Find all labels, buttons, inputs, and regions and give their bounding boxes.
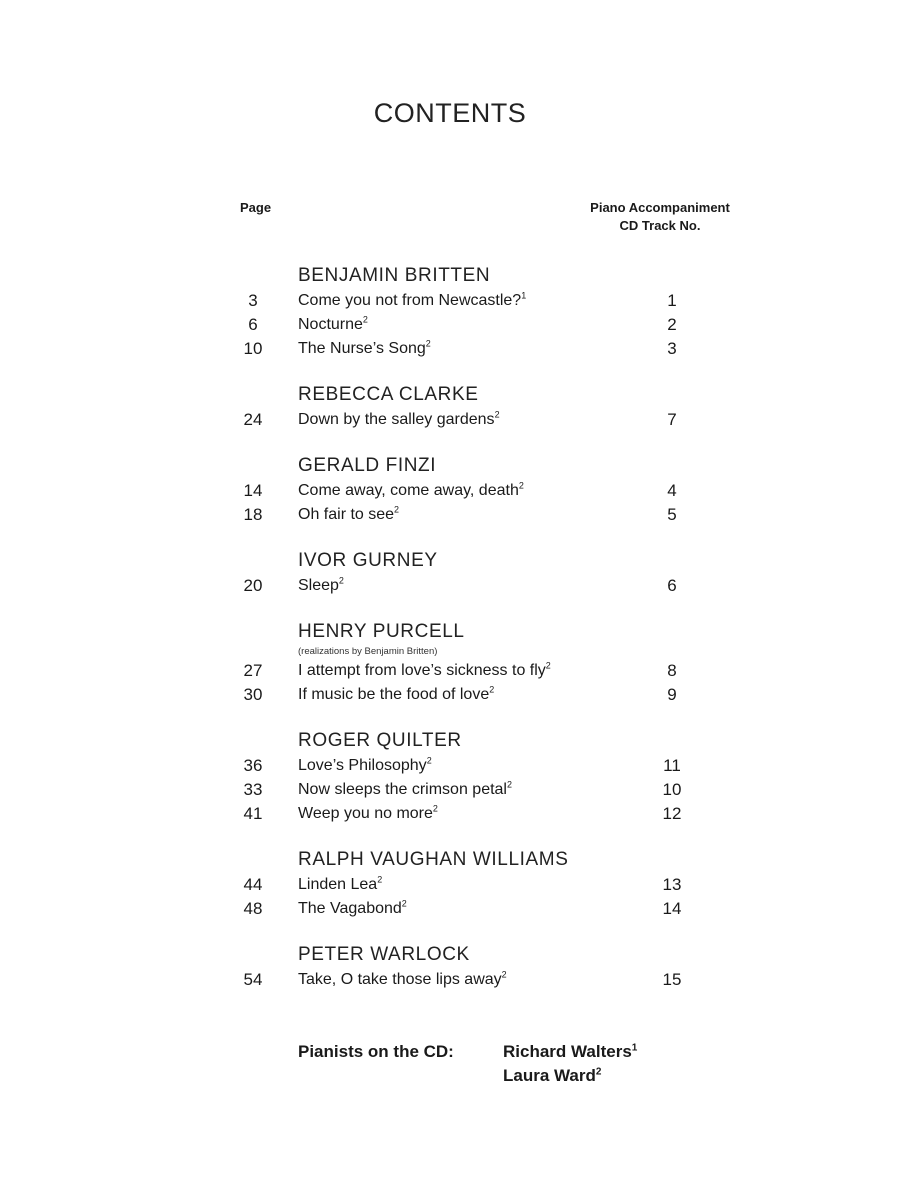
pianists-names: [503, 1040, 637, 1088]
track-header-line-1: Piano Accompaniment: [590, 200, 730, 215]
cd-track-number: 11: [663, 756, 681, 775]
song-title: [298, 503, 399, 527]
composer-name: GERALD FINZI: [298, 455, 437, 476]
track-column-header: [560, 199, 760, 235]
contents-entry: [0, 289, 900, 313]
contents-entry: [0, 503, 900, 527]
contents-entry: [0, 408, 900, 432]
contents-entry: [0, 574, 900, 598]
contents-entry: [0, 313, 900, 337]
song-title: [298, 802, 438, 826]
footnote-marker: 1: [631, 1042, 638, 1054]
song-title: [298, 754, 432, 778]
song-title: [298, 683, 494, 707]
composer-section: [0, 619, 900, 707]
song-title: [298, 337, 431, 361]
song-title-text: Now sleeps the crimson petal: [298, 781, 507, 798]
song-title-text: Weep you no more: [298, 805, 433, 822]
page-number: 6: [248, 315, 258, 334]
footnote-marker: 2: [394, 504, 400, 515]
composer-name: REBECCA CLARKE: [298, 384, 479, 405]
page-number: 48: [243, 899, 263, 918]
cd-track-number: 4: [667, 481, 677, 500]
composer-section: [0, 382, 900, 432]
cd-track-number: 7: [667, 410, 677, 429]
page-number: 10: [243, 339, 263, 358]
footnote-marker: 2: [432, 803, 438, 814]
page-number: 27: [243, 661, 263, 680]
song-title: [298, 289, 526, 313]
song-title-text: The Vagabond: [298, 900, 402, 917]
footnote-marker: 2: [489, 684, 495, 695]
track-header-line-2: CD Track No.: [619, 218, 701, 233]
song-title: [298, 968, 507, 992]
contents-entry: [0, 778, 900, 802]
song-title-text: Oh fair to see: [298, 506, 395, 523]
footnote-marker: 2: [595, 1066, 602, 1078]
composer-name: RALPH VAUGHAN WILLIAMS: [298, 849, 569, 870]
contents-entry: [0, 802, 900, 826]
song-title: [298, 479, 524, 503]
footnote-marker: 2: [426, 755, 432, 766]
footnote-marker: 2: [377, 874, 383, 885]
footnote-marker: 2: [425, 338, 431, 349]
cd-track-number: 13: [662, 875, 682, 894]
page-number: 33: [243, 780, 263, 799]
contents-entry: [0, 683, 900, 707]
page-number: 14: [243, 481, 263, 500]
contents-entry: [0, 968, 900, 992]
song-title: [298, 313, 368, 337]
pianist-name: Laura Ward$^2$: [503, 1066, 602, 1085]
composer-section: [0, 728, 900, 826]
song-title-text: Come you not from Newcastle?: [298, 292, 522, 309]
cd-track-number: 6: [667, 576, 677, 595]
page-title: CONTENTS: [373, 98, 527, 128]
contents-entry: [0, 873, 900, 897]
page-number: 30: [243, 685, 263, 704]
composer-name: ROGER QUILTER: [298, 730, 462, 751]
cd-track-number: 1: [667, 291, 677, 310]
contents-entry: [0, 337, 900, 361]
page-number: 3: [248, 291, 258, 310]
composer-section: [0, 263, 900, 361]
page-number: 24: [243, 410, 263, 429]
page-column-header: Page: [240, 200, 272, 215]
song-title: [298, 659, 551, 683]
song-title: [298, 778, 512, 802]
composer-name: HENRY PURCELL: [298, 621, 465, 642]
footnote-marker: 2: [545, 660, 551, 671]
song-title: [298, 574, 344, 598]
page-number: 18: [243, 505, 263, 524]
pianists-label: Pianists on the CD:: [298, 1042, 454, 1061]
song-title-text: Take, O take those lips away: [298, 971, 502, 988]
song-title-text: I attempt from love’s sickness to fly: [298, 662, 546, 679]
composer-section: [0, 942, 900, 992]
cd-track-number: 5: [667, 505, 677, 524]
composer-note: (realizations by Benjamin Britten): [298, 646, 438, 657]
composer-name: PETER WARLOCK: [298, 944, 470, 965]
footnote-marker: 2: [401, 898, 407, 909]
contents-list: [0, 263, 900, 1013]
composer-name: BENJAMIN BRITTEN: [298, 265, 491, 286]
footnote-marker: 1: [521, 290, 527, 301]
contents-entry: [0, 659, 900, 683]
song-title-text: Linden Lea: [298, 876, 378, 893]
contents-entry: [0, 479, 900, 503]
composer-section: [0, 453, 900, 527]
cd-track-number: 9: [667, 685, 677, 704]
footnote-marker: 2: [494, 409, 500, 420]
footnote-marker: 2: [362, 314, 368, 325]
page-number: 41: [243, 804, 263, 823]
cd-track-number: 3: [667, 339, 677, 358]
cd-track-number: 8: [667, 661, 677, 680]
page-number: 20: [243, 576, 263, 595]
footnote-marker: 2: [501, 969, 507, 980]
page-number: 54: [243, 970, 263, 989]
song-title-text: Down by the salley gardens: [298, 411, 495, 428]
song-title-text: If music be the food of love: [298, 686, 490, 703]
song-title: [298, 873, 382, 897]
page-number: 36: [243, 756, 263, 775]
song-title-text: Sleep: [298, 577, 339, 594]
footnote-marker: 2: [506, 779, 512, 790]
contents-entry: [0, 754, 900, 778]
cd-track-number: 14: [662, 899, 682, 918]
song-title-text: The Nurse’s Song: [298, 340, 426, 357]
contents-entry: [0, 897, 900, 921]
cd-track-number: 15: [662, 970, 682, 989]
composer-name: IVOR GURNEY: [298, 550, 438, 571]
cd-track-number: 10: [662, 780, 682, 799]
song-title-text: Love’s Philosophy: [298, 757, 427, 774]
cd-track-number: 2: [667, 315, 677, 334]
song-title-text: Nocturne: [298, 316, 363, 333]
composer-section: [0, 847, 900, 921]
footnote-marker: 2: [338, 575, 344, 586]
song-title: [298, 897, 407, 921]
page-number: 44: [243, 875, 263, 894]
footnote-marker: 2: [518, 480, 524, 491]
pianist-name: Richard Walters$^1$: [503, 1042, 638, 1061]
song-title: [298, 408, 500, 432]
cd-track-number: 12: [662, 804, 682, 823]
composer-section: [0, 548, 900, 598]
song-title-text: Come away, come away, death: [298, 482, 519, 499]
